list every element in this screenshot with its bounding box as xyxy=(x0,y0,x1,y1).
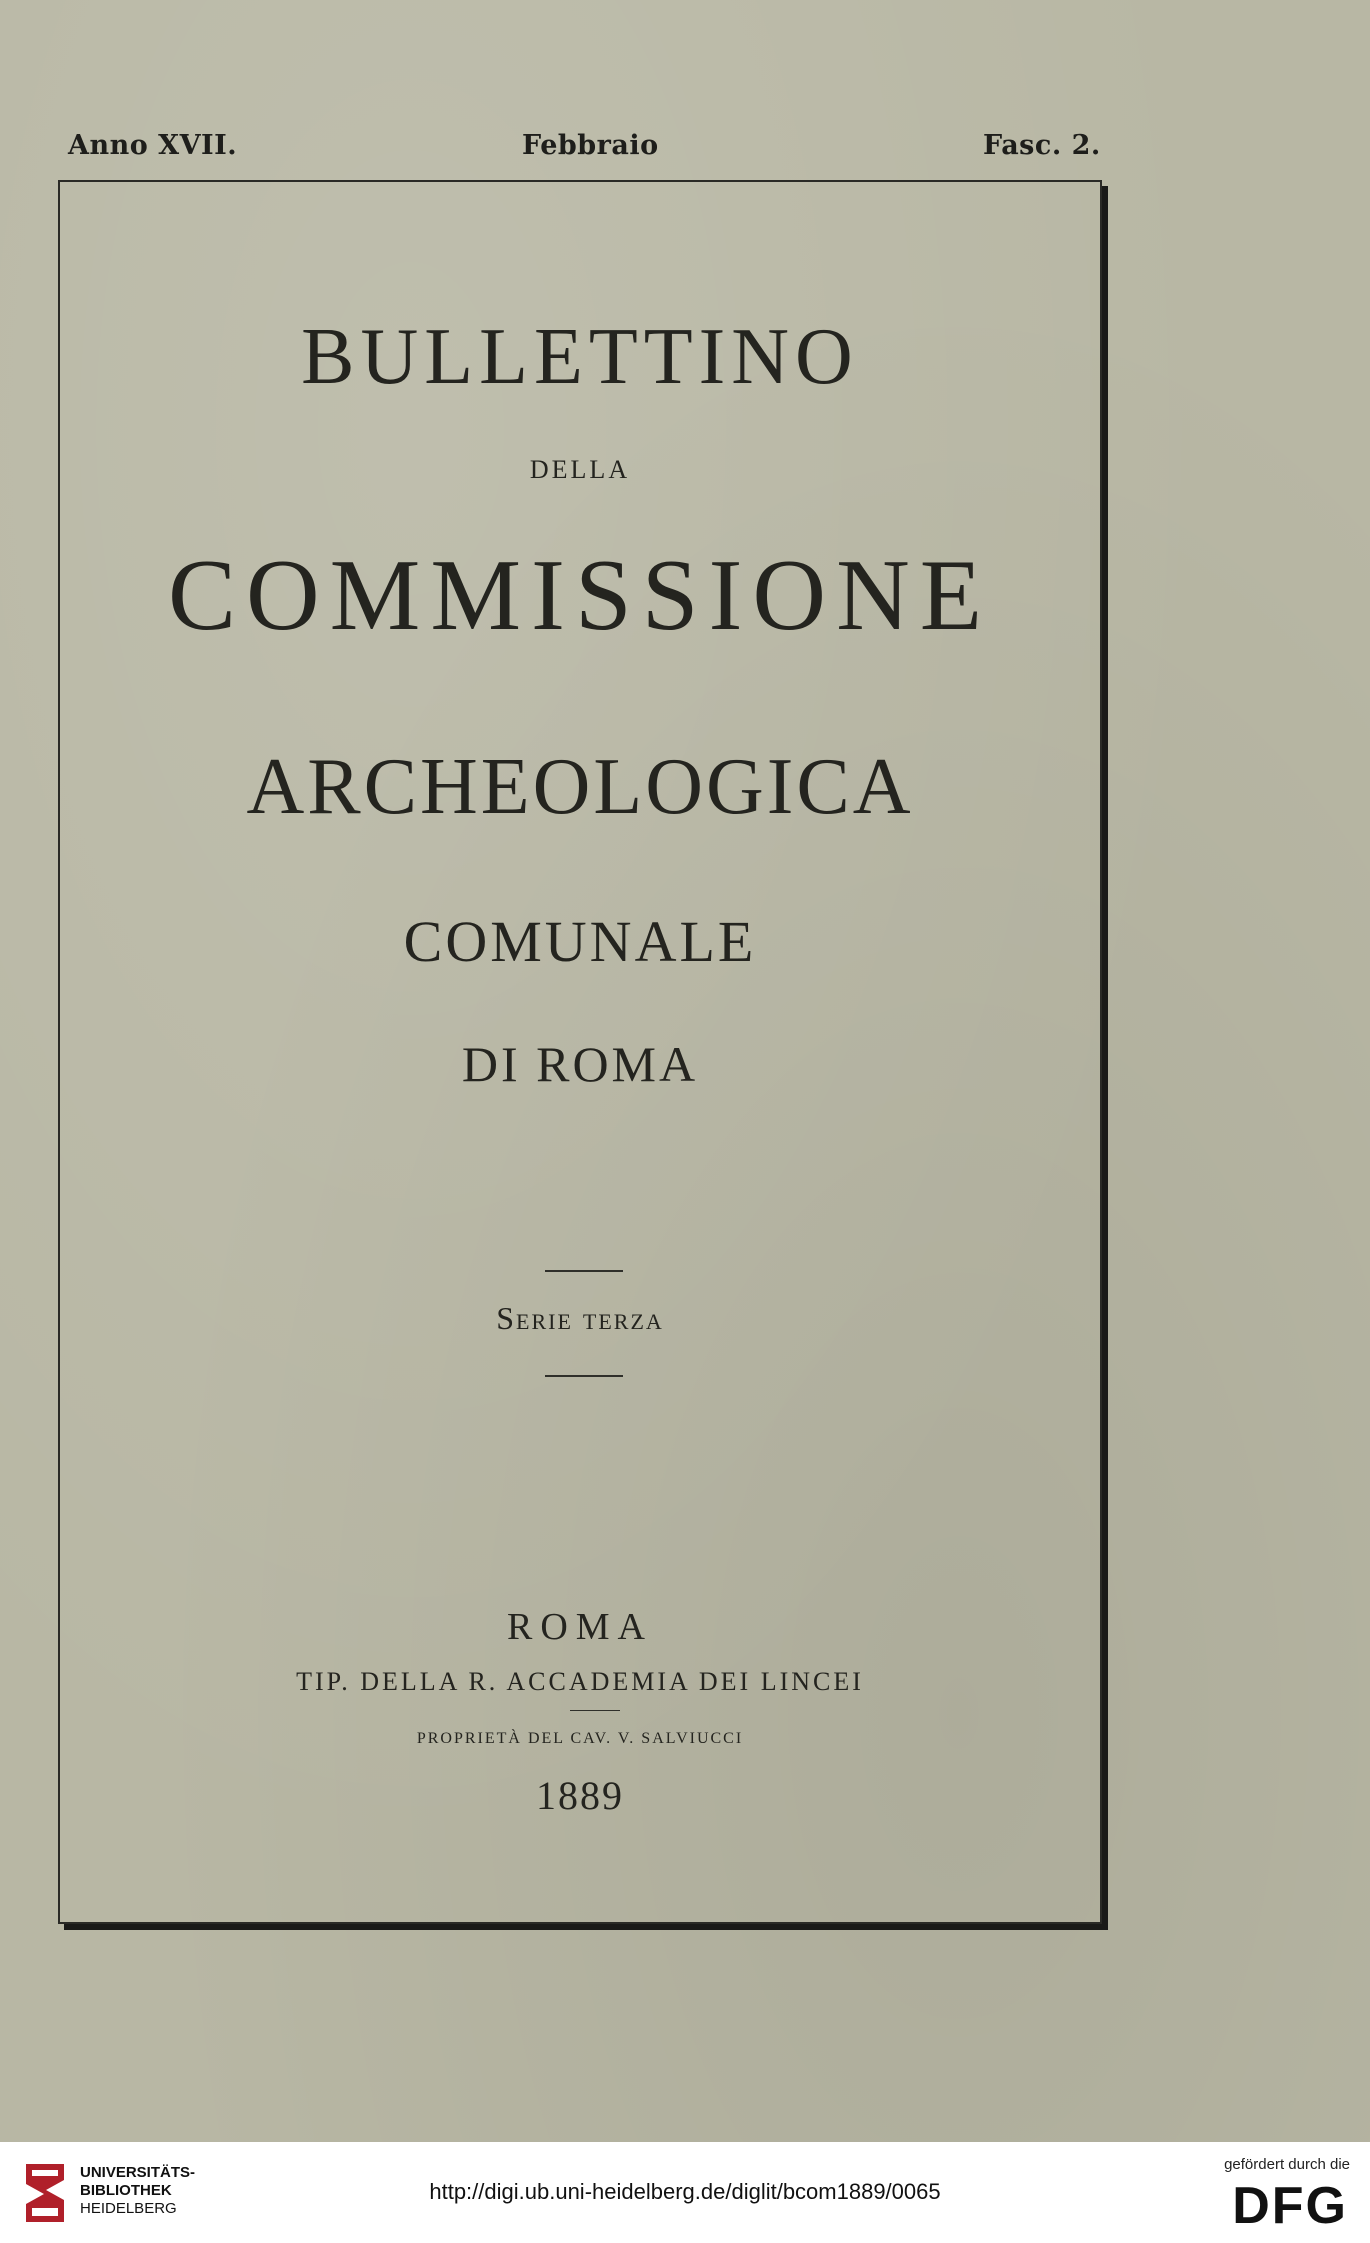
library-name-line2: BIBLIOTHEK xyxy=(80,2182,172,2199)
header-month: Febbraio xyxy=(522,130,659,161)
divider-bottom xyxy=(545,1375,623,1377)
header-year: Anno XVII. xyxy=(68,130,238,161)
imprint-year: 1889 xyxy=(536,1773,624,1818)
library-name-line1: UNIVERSITÄTS- xyxy=(80,2164,196,2181)
title-archeologica: ARCHEOLOGICA xyxy=(246,743,914,831)
imprint-divider xyxy=(570,1710,620,1711)
title-di-roma: DI ROMA xyxy=(461,1036,699,1092)
funding-label: gefördert durch die xyxy=(1224,2156,1350,2173)
permalink-url[interactable]: http://digi.ub.uni-heidelberg.de/diglit/bcom1889/0065 xyxy=(429,2179,941,2204)
series-label: Serie terza xyxy=(496,1300,664,1336)
title-commissione: COMMISSIONE xyxy=(167,539,993,652)
header-issue: Fasc. 2. xyxy=(983,130,1101,161)
imprint-owner: PROPRIETÀ DEL CAV. V. SALVIUCCI xyxy=(416,1730,744,1747)
library-name-line3: HEIDELBERG xyxy=(80,2200,177,2217)
imprint-printer: TIP. DELLA R. ACCADEMIA DEI LINCEI xyxy=(296,1667,864,1696)
dfg-logo: DFG xyxy=(1232,2177,1348,2235)
divider-top xyxy=(545,1270,623,1272)
imprint-city: ROMA xyxy=(506,1606,654,1648)
viewer-footer xyxy=(0,2142,1370,2243)
title-comunale: COMUNALE xyxy=(403,909,757,974)
title-della: DELLA xyxy=(529,455,631,484)
title-bullettino: BULLETTINO xyxy=(301,313,859,401)
